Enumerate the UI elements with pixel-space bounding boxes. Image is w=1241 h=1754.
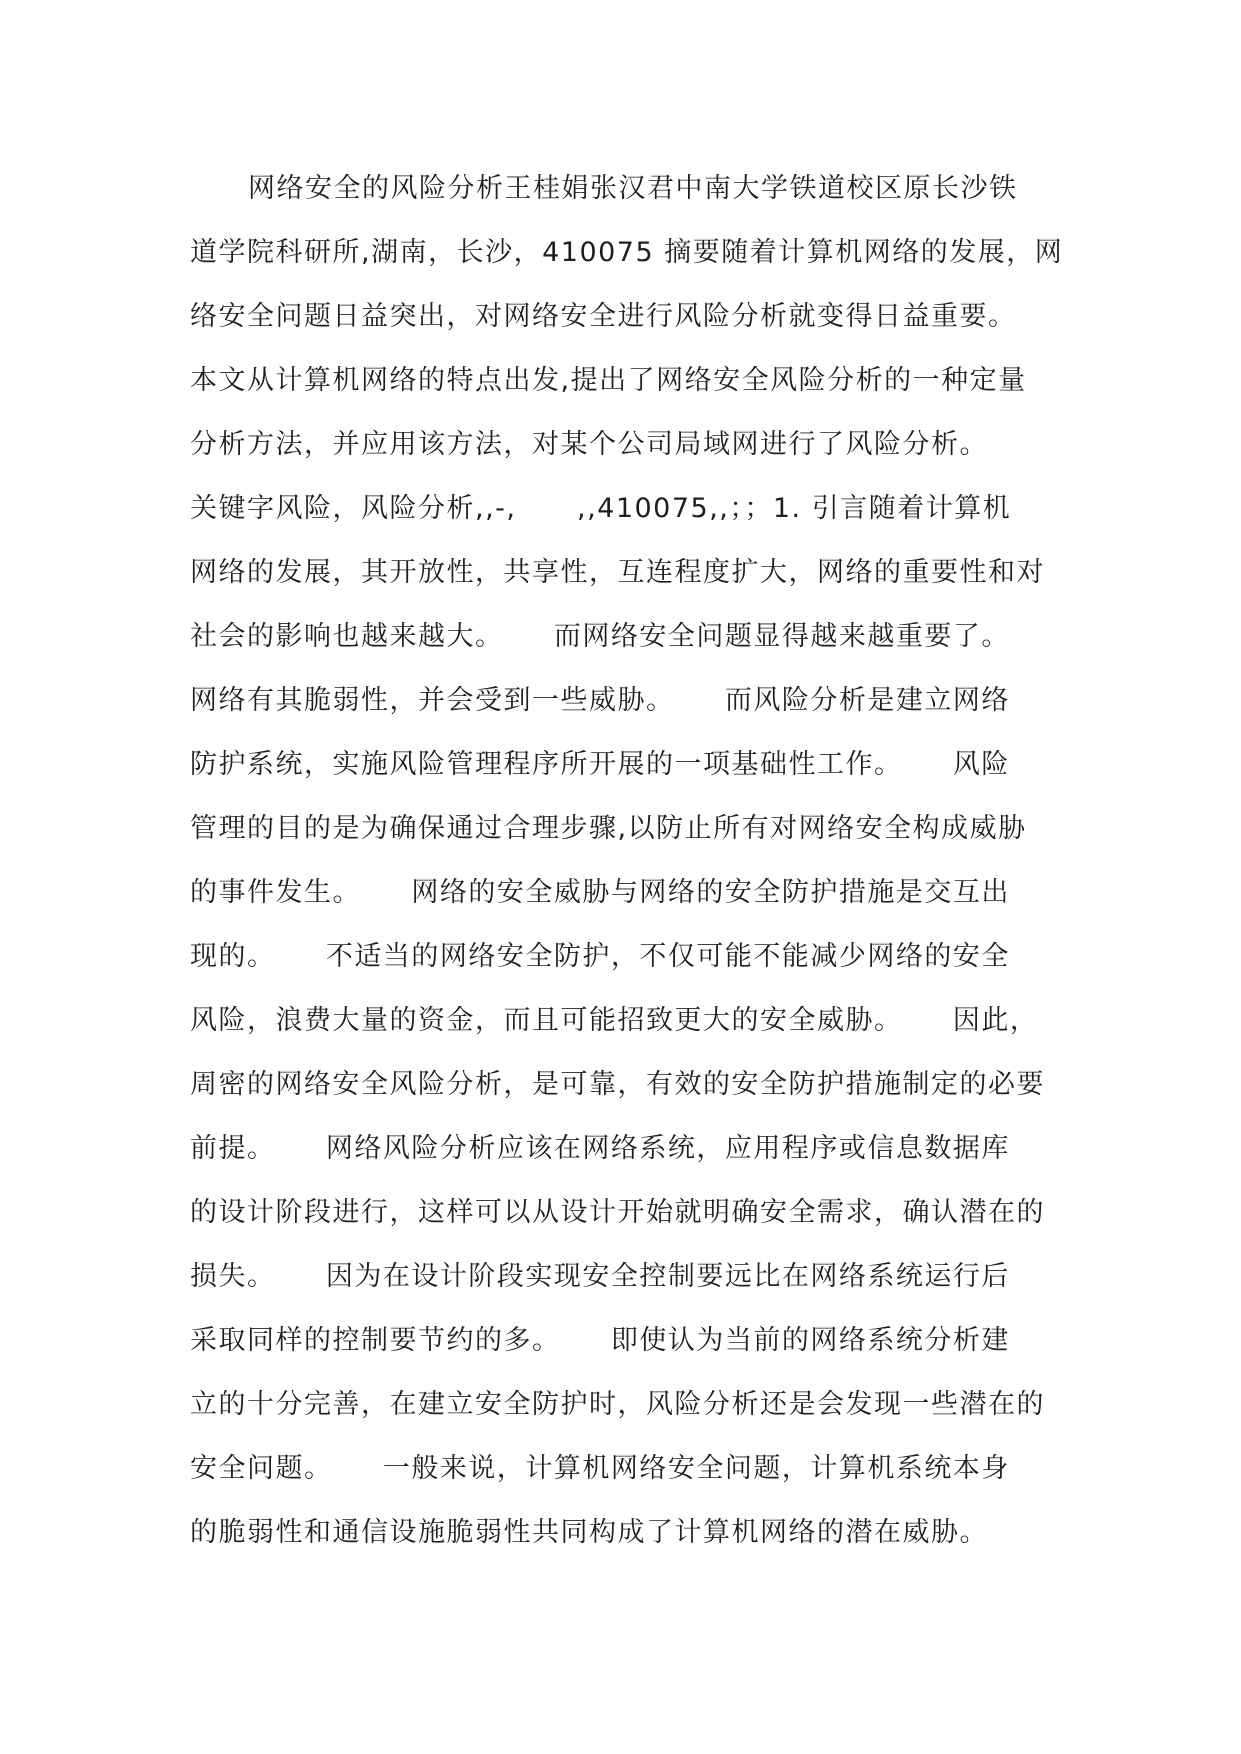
text-line: 分析方法，并应用该方法，对某个公司局域网进行了风险分析。 bbox=[190, 429, 988, 460]
text-line: 风险，浪费大量的资金，而且可能招致更大的安全威胁。 因此， bbox=[190, 1005, 1039, 1036]
text-line: 采取同样的控制要节约的多。 即使认为当前的网络系统分析建 bbox=[190, 1325, 1010, 1356]
text-line: 前提。 网络风险分析应该在网络系统，应用程序或信息数据库 bbox=[190, 1133, 1010, 1164]
text-line: 络安全问题日益突出，对网络安全进行风险分析就变得日益重要。 bbox=[190, 301, 1017, 332]
text-line: 社会的影响也越来越大。 而网络安全问题显得越来越重要了。 bbox=[190, 621, 1010, 652]
text-line: 道学院科研所,湖南，长沙，410075 摘要随着计算机网络的发展，网 bbox=[190, 237, 1064, 268]
text-line: 的设计阶段进行，这样可以从设计开始就明确安全需求，确认潜在的 bbox=[190, 1197, 1045, 1228]
text-line: 的事件发生。 网络的安全威胁与网络的安全防护措施是交互出 bbox=[190, 877, 1010, 908]
text-line: 管理的目的是为确保通过合理步骤,以防止所有对网络安全构成威胁 bbox=[190, 813, 1027, 844]
text-line: 损失。 因为在设计阶段实现安全控制要远比在网络系统运行后 bbox=[190, 1261, 1010, 1292]
text-line: 安全问题。 一般来说，计算机网络安全问题，计算机系统本身 bbox=[190, 1453, 1010, 1484]
text-line: 网络有其脆弱性，并会受到一些威胁。 而风险分析是建立网络 bbox=[190, 685, 1010, 716]
text-line: 的脆弱性和通信设施脆弱性共同构成了计算机网络的潜在威胁。 bbox=[190, 1517, 988, 1548]
text-line: 现的。 不适当的网络安全防护，不仅可能不能减少网络的安全 bbox=[190, 941, 1010, 972]
text-line: 立的十分完善，在建立安全防护时，风险分析还是会发现一些潜在的 bbox=[190, 1389, 1045, 1420]
text-line: 关键字风险，风险分析,,-, ,,410075,,；；1. 引言随着计算机 bbox=[190, 493, 1012, 524]
text-line: 本文从计算机网络的特点出发,提出了网络安全风险分析的一种定量 bbox=[190, 365, 1027, 396]
text-line: 网络的发展，其开放性，共享性，互连程度扩大，网络的重要性和对 bbox=[190, 557, 1045, 588]
body-text bbox=[190, 157, 1070, 1565]
text-line: 防护系统，实施风险管理程序所开展的一项基础性工作。 风险 bbox=[190, 749, 1010, 780]
text-line: 周密的网络安全风险分析，是可靠，有效的安全防护措施制定的必要 bbox=[190, 1069, 1045, 1100]
text-line: 网络安全的风险分析王桂娟张汉君中南大学铁道校区原长沙铁 bbox=[248, 173, 1018, 204]
